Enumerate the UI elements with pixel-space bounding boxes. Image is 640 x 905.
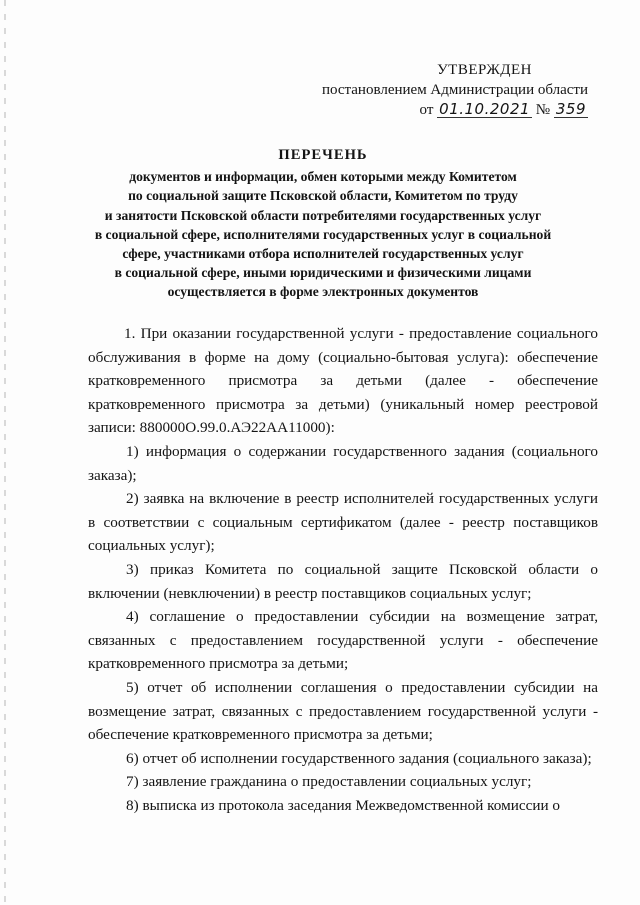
heading-line: документов и информации, обмен которыми между Комитетом [129, 169, 517, 185]
scan-edge [4, 0, 6, 905]
heading-line: в социальной сфере, иными юридическими и физическими лицами [114, 265, 532, 281]
document-body [88, 322, 598, 817]
document-title: ПЕРЕЧЕНЬ [278, 147, 368, 163]
document-heading [88, 146, 558, 302]
heading-line: осуществляется в форме электронных документов [167, 284, 479, 300]
heading-line: в социальной сфере, исполнителями государственных услуг в социальной [94, 226, 552, 242]
list-item: 8) выписка из протокола заседания Межведомственной комиссии о [126, 796, 560, 814]
approval-date-line [322, 100, 588, 120]
approval-decree-line: постановлением Администрации области [321, 82, 588, 98]
approval-number: 359 [555, 100, 586, 118]
approval-from-label: от [419, 102, 434, 118]
list-item: 1) информация о содержании государственного задания (социального заказа); [88, 442, 598, 484]
list-item: 7) заявление гражданина о предоставлении социальных услуг; [126, 773, 532, 791]
heading-line: и занятости Псковской области потребителями государственных услуг [104, 207, 542, 223]
list-item: 5) отчет об исполнении соглашения о предоставлении субсидии на возмещение затрат, связанных с предоставлением государственной услуги - обеспечение кратковременного присмотра за детьми; [88, 678, 598, 744]
heading-line: по социальной защите Псковской области, Комитетом по труду [128, 188, 518, 204]
heading-line: сфере, участниками отбора исполнителей государственных услуг [122, 246, 524, 262]
approval-date: 01.10.2021 [439, 100, 531, 118]
list-item: 4) соглашение о предоставлении субсидии на возмещение затрат, связанных с предоставлением государственной услуги - обеспечение кратковременного присмотра за детьми; [88, 608, 598, 673]
list-item: 3) приказ Комитета по социальной защите Псковской области о включении (невключении) в реестр поставщиков социальных услуг; [88, 560, 598, 602]
list-item: 6) отчет об исполнении государственного задания (социального заказа); [126, 749, 592, 767]
intro-paragraph: 1. При оказании государственной услуги - предоставление социального обслуживания в форме на дому (социально-бытовая услуга): обеспечение кратковременного присмотра за детьми (далее - обеспечение кратковременного присмотра за детьми) (уникальный номер реестровой записи: 880000О.99.0.АЭ22АА11000): [88, 325, 598, 437]
approval-number-label: № [535, 102, 551, 118]
approval-title: УТВЕРЖДЕН [437, 62, 532, 78]
approval-stamp [322, 60, 588, 120]
list-item: 2) заявка на включение в реестр исполнителей государственных услуги в соответствии с социальным сертификатом (далее - реестр поставщиков социальных услуг); [88, 490, 598, 555]
